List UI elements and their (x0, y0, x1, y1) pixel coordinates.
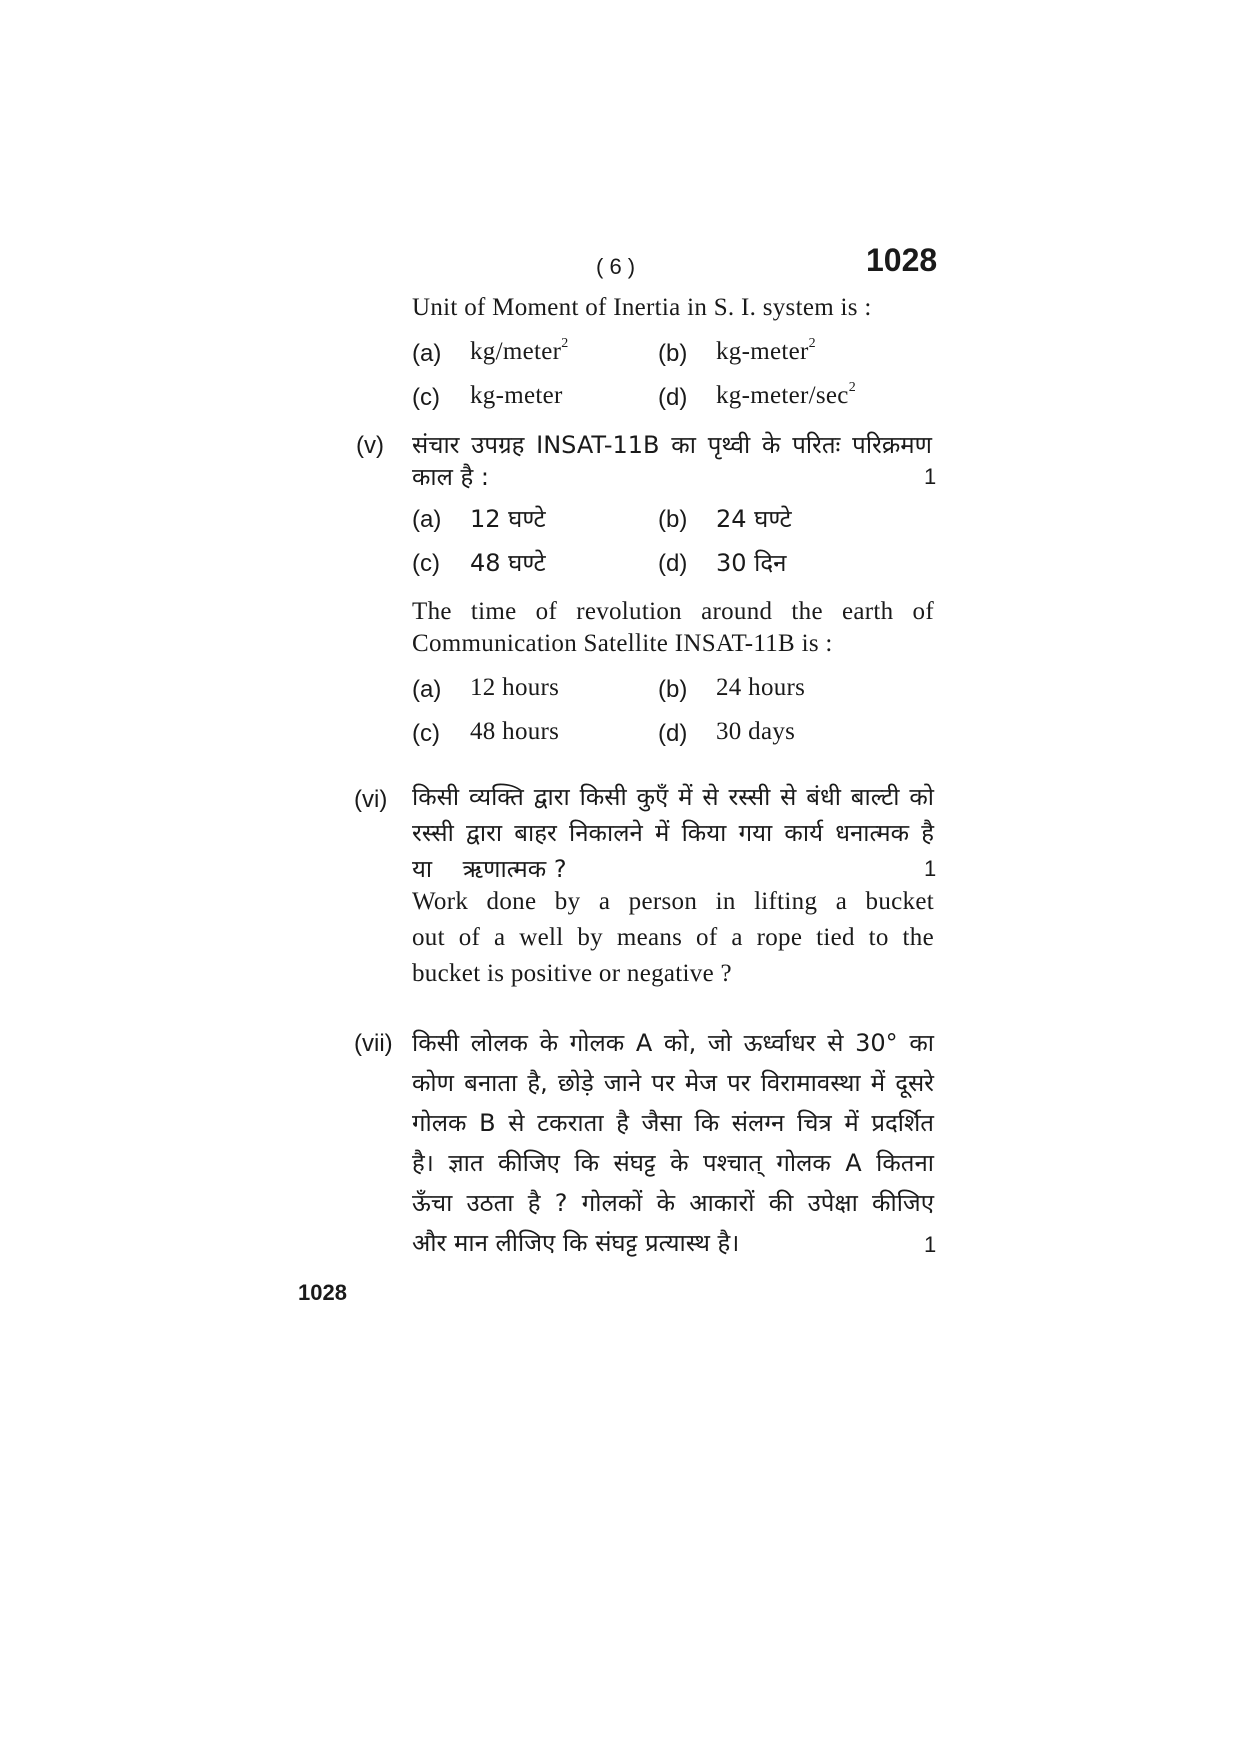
q5-english-line: The time of revolution around the earth of (412, 598, 934, 625)
question-number: (vi) (354, 786, 388, 813)
option-label: (a) (412, 340, 442, 367)
q5-hindi-line: संचार उपग्रह INSAT-11B का पृथ्वी के परितः परिक्रमण (412, 431, 932, 459)
option-label: (c) (412, 720, 440, 747)
option-text: kg-meter$^2$ (716, 336, 816, 365)
q6-english-line: bucket is positive or negative ? (412, 960, 732, 987)
marks: 1 (924, 1232, 937, 1257)
q7-hindi-line: ऊँचा उठता है ? गोलकों के आकारों की उपेक्षा कीजिए (412, 1189, 934, 1217)
page-number: ( 6 ) (596, 254, 636, 279)
q5-hindi-line: काल है : (412, 463, 490, 491)
option-label: (a) (412, 506, 442, 533)
marks: 1 (924, 464, 937, 489)
marks: 1 (924, 856, 937, 881)
option-text: 48 hours (470, 718, 560, 745)
question-number: (vii) (354, 1030, 393, 1057)
option-label: (d) (658, 384, 688, 411)
q6-english-line: out of a well by means of a rope tied to the (412, 924, 934, 951)
footer-paper-code: 1028 (298, 1280, 347, 1305)
option-label: (d) (658, 550, 688, 577)
q7-hindi-line: कोण बनाता है, छोड़े जाने पर मेज पर विरामावस्था में दूसरे (412, 1069, 934, 1097)
q7-hindi-line: और मान लीजिए कि संघट्ट प्रत्यास्थ है। (412, 1229, 740, 1257)
option-label: (c) (412, 384, 440, 411)
option-text: 12 घण्टे (470, 505, 546, 533)
option-text: $kg-meter/\sec^2$ (716, 380, 857, 409)
option-label: (b) (658, 506, 688, 533)
option-text: 30 days (716, 718, 796, 745)
option-text: 24 hours (716, 674, 806, 701)
option-label: (b) (658, 676, 688, 703)
q5-english-line: Communication Satellite INSAT-11B is : (412, 630, 833, 657)
q6-hindi-line: या ऋणात्मक ? (412, 855, 567, 883)
q7-hindi-line: गोलक B से टकराता है जैसा कि संलग्न चित्र में प्रदर्शित (412, 1109, 934, 1137)
option-text: kg-meter (470, 382, 563, 409)
option-label: (b) (658, 340, 688, 367)
option-label: (c) (412, 550, 440, 577)
moi-question-text: Unit of Moment of Inertia in S. I. system is : (412, 294, 872, 321)
option-label: (d) (658, 720, 688, 747)
option-label: (a) (412, 676, 442, 703)
option-text: 12 hours (470, 674, 560, 701)
paper-code: 1028 (866, 242, 938, 278)
q6-english-line: Work done by a person in lifting a bucket (412, 888, 934, 915)
q6-hindi-line: रस्सी द्वारा बाहर निकालने में किया गया कार्य धनात्मक है (412, 819, 934, 847)
question-number: (v) (356, 432, 384, 459)
option-text: 24 घण्टे (716, 505, 792, 533)
option-text: 30 दिन (716, 549, 787, 577)
q7-hindi-line: किसी लोलक के गोलक A को, जो ऊर्ध्वाधर से 30° का (412, 1029, 934, 1057)
option-text: kg/meter$^2$ (470, 336, 569, 365)
q6-hindi-line: किसी व्यक्ति द्वारा किसी कुएँ में से रस्सी से बंधी बाल्टी को (412, 783, 934, 811)
q7-hindi-line: है। ज्ञात कीजिए कि संघट्ट के पश्चात् गोलक A कितना (412, 1149, 934, 1177)
option-text: 48 घण्टे (470, 549, 546, 577)
